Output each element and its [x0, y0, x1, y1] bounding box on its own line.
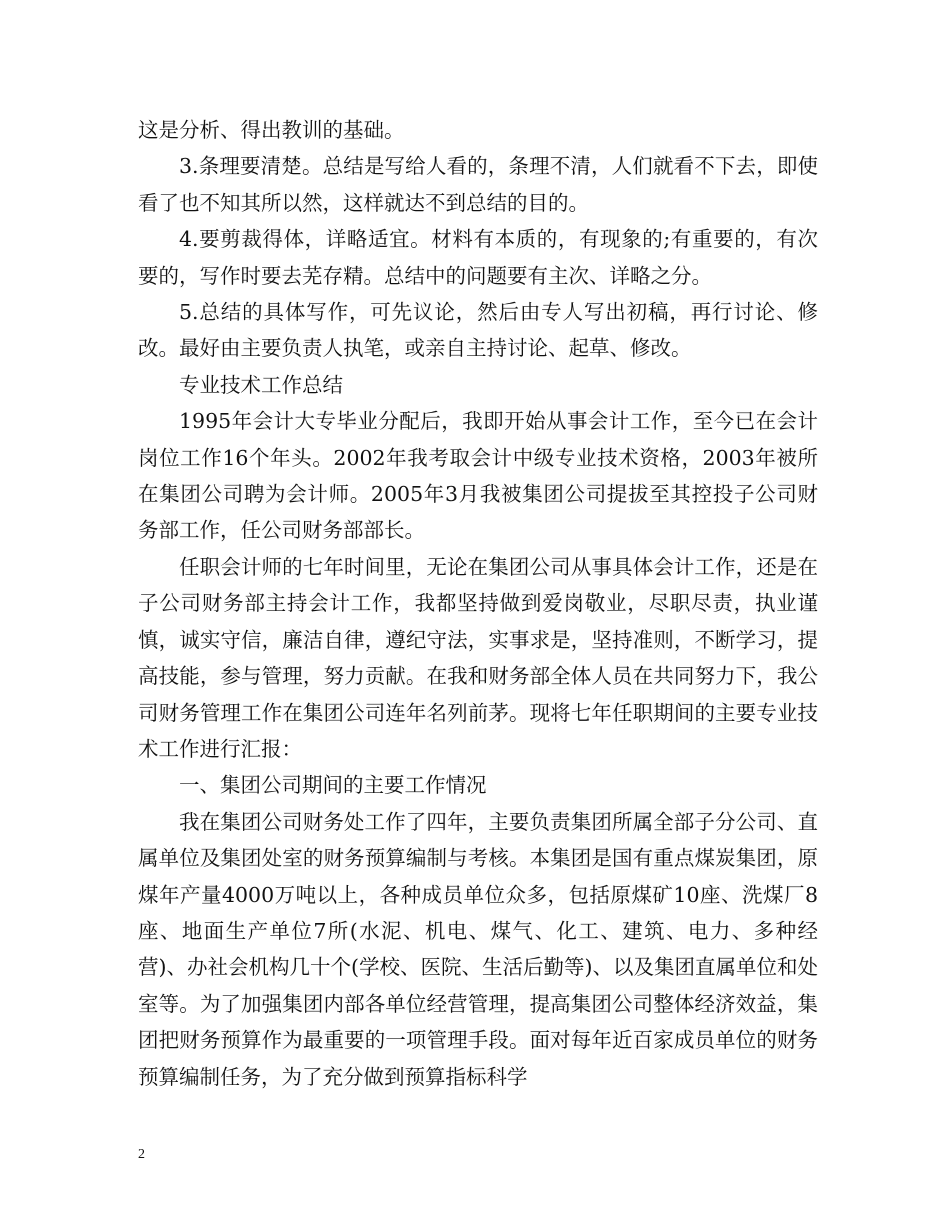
paragraph-tenure-summary: 任职会计师的七年时间里，无论在集团公司从事具体会计工作，还是在子公司财务部主持会计工作，我都坚持做到爱岗敬业，尽职尽责，执业谨慎，诚实守信，廉洁自律，遵纪守法，实事求是，坚持准则，不断学习，提高技能，参与管理，努力贡献。在我和财务部全体人员在共同努力下，我公司财务管理工作在集团公司连年名列前茅。现将七年任职期间的主要专业技术工作进行汇报：	[138, 554, 818, 761]
body-text	[138, 112, 818, 1095]
section-title: 专业技术工作总结	[179, 372, 343, 397]
section-heading-group-period: 一、集团公司期间的主要工作情况	[179, 773, 487, 798]
paragraph-group-work: 我在集团公司财务处工作了四年，主要负责集团所属全部子分公司、直属单位及集团处室的财务预算编制与考核。本集团是国有重点煤炭集团，原煤年产量4000万吨以上，各种成员单位众多，包括原煤矿10座、洗煤厂8座、地面生产单位7所(水泥、机电、煤气、化工、建筑、电力、多种经营)、办社会机构几十个(学校、医院、生活后勤等)、以及集团直属单位和处室等。为了加强集团内部各单位经营管理，提高集团公司整体经济效益，集团把财务预算作为最重要的一项管理手段。面对每年近百家成员单位的财务预算编制任务，为了充分做到预算指标科学	[138, 809, 818, 1089]
paragraph-continuation: 这是分析、得出教训的基础。	[138, 118, 405, 142]
paragraph-point-5: 5.总结的具体写作，可先议论，然后由专人写出初稿，再行讨论、修改。最好由主要负责人执笔，或亲自主持讨论、起草、修改。	[138, 300, 818, 361]
paragraph-point-3: 3.条理要清楚。总结是写给人看的，条理不清，人们就看不下去，即使看了也不知其所以然，这样就达不到总结的目的。	[138, 154, 818, 215]
paragraph-career-intro: 1995年会计大专毕业分配后，我即开始从事会计工作，至今已在会计岗位工作16个年头。2002年我考取会计中级专业技术资格，2003年被所在集团公司聘为会计师。2005年3月我被集团公司提拔至其控投子公司财务部工作，任公司财务部部长。	[138, 409, 818, 543]
paragraph-point-4: 4.要剪裁得体，详略适宜。材料有本质的，有现象的;有重要的，有次要的，写作时要去芜存精。总结中的问题要有主次、详略之分。	[138, 227, 818, 288]
page-number: 2	[138, 1147, 145, 1162]
